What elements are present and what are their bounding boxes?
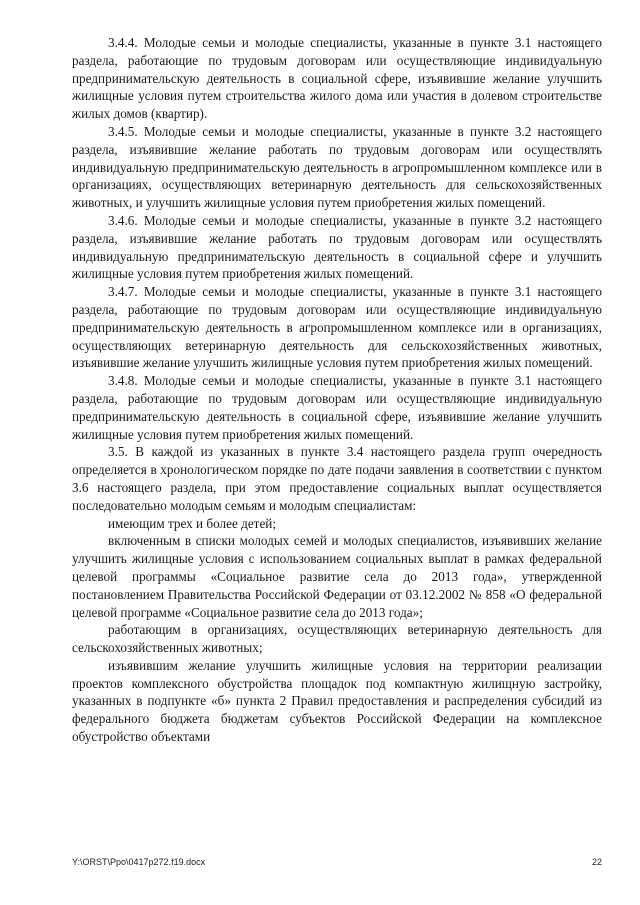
document-body — [72, 34, 602, 746]
page-number: 22 — [591, 857, 602, 867]
page-footer — [72, 857, 602, 871]
list-item-three-children: имеющим трех и более детей; — [108, 515, 277, 531]
paragraph-3-4-8: 3.4.8. Молодые семьи и молодые специалисты, указанные в пункте 3.1 настоящего раздела, работающие по трудовым договорам или осуществляющие индивидуальную предпринимательскую деятельность в социальной сфере, изъявившие желание улучшить жилищные условия путем приобретения жилых помещений. — [72, 373, 602, 442]
list-item-included-in-lists: включенным в списки молодых семей и молодых специалистов, изъявивших желание улучшить жилищные условия с использованием социальных выплат в рамках федеральной целевой программы «Социальное развитие села до 2013 года», утвержденной постановлением Правительства Российской Федерации от 03.12.2002 № 858 «О федеральной целевой программе «Социальное развитие села до 2013 года»; — [72, 533, 602, 620]
footer-file-path: Y:\ORST\Ppo\0417p272.f19.docx — [72, 857, 206, 867]
paragraph-3-4-7: 3.4.7. Молодые семьи и молодые специалисты, указанные в пункте 3.1 настоящего раздела, работающие по трудовым договорам или осуществляющие индивидуальную предпринимательскую деятельность в агропромышленном комплексе или в организациях, осуществляющих ветеринарную деятельность для сельскохозяйственных животных, изъявившие желание улучшить жилищные условия путем приобретения жилых помещений. — [72, 284, 602, 371]
paragraph-3-4-5: 3.4.5. Молодые семьи и молодые специалисты, указанные в пункте 3.2 настоящего раздела, изъявившие желание работать по трудовым договорам или осуществлять индивидуальную предпринимательскую деятельность в агропромышленном комплексе или в организациях, осуществляющих ветеринарную деятельность для сельскохозяйственных животных, и улучшить жилищные условия путем приобретения жилых помещений. — [72, 123, 602, 211]
list-item-compact-housing: изъявившим желание улучшить жилищные условия на территории реализации проектов комплексного обустройства площадок под компактную жилищную застройку, указанных в подпункте «б» пункта 2 Правил предоставления и распределения субсидий из федерального бюджета бюджетам субъектов Российской Федерации на комплексное обустройство объектами — [72, 657, 602, 745]
paragraph-3-4-4: 3.4.4. Молодые семьи и молодые специалисты, указанные в пункте 3.1 настоящего раздела, работающие по трудовым договорам или осуществляющие индивидуальную предпринимательскую деятельность в социальной сфере, изъявившие желание улучшить жилищные условия путем строительства жилого дома или участия в долевом строительстве жилых домов (квартир). — [72, 35, 602, 122]
paragraph-3-5: 3.5. В каждой из указанных в пункте 3.4 настоящего раздела групп очередность определяется в хронологическом порядке по дате подачи заявления в соответствии с пунктом 3.6 настоящего раздела, при этом предоставление социальных выплат осуществляется последовательно молодым семьям и молодым специалистам: — [72, 444, 602, 513]
list-item-veterinary-workers: работающим в организациях, осуществляющих ветеринарную деятельность для сельскохозяйственных животных; — [72, 622, 602, 656]
paragraph-3-4-6: 3.4.6. Молодые семьи и молодые специалисты, указанные в пункте 3.2 настоящего раздела, изъявившие желание работать по трудовым договорам или осуществлять индивидуальную предпринимательскую деятельность в социальной сфере и улучшить жилищные условия путем приобретения жилых помещений. — [72, 212, 602, 282]
